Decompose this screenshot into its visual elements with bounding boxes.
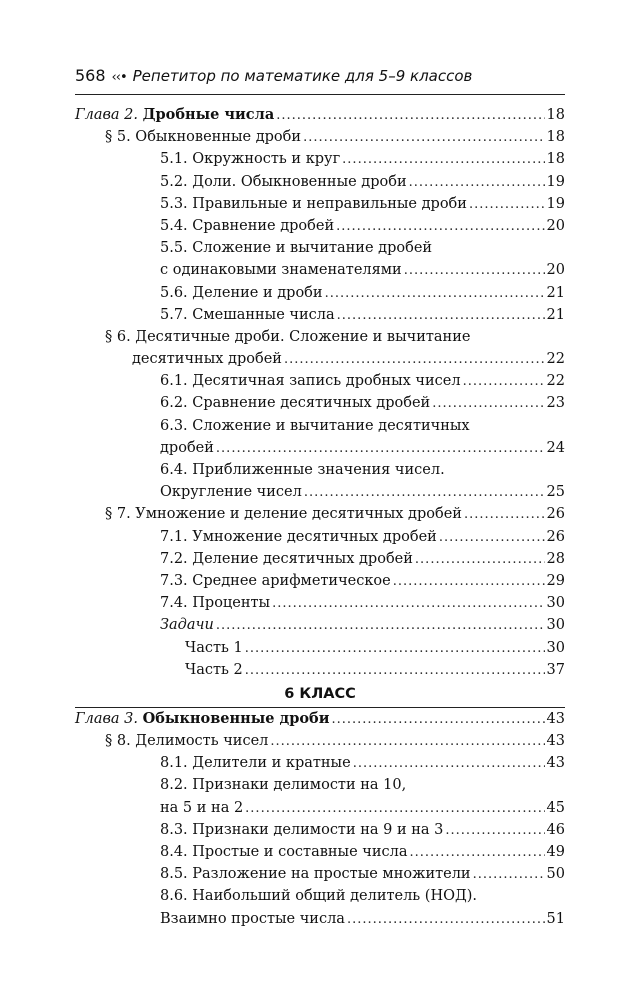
toc-item-8-6-line2[interactable] [75,908,565,930]
toc-item-5-5-line2[interactable] [75,259,565,281]
toc-item-8-5[interactable] [75,863,565,885]
toc-entry-title: 7.1. Умножение десятичных дробей [160,528,437,545]
toc-entry-title: 5.3. Правильные и неправильные дроби [160,195,467,212]
toc-item-8-1[interactable] [75,752,565,774]
toc-entry-page: 43 [546,755,565,772]
toc-entry-title: 7.4. Проценты [160,595,271,612]
toc-entry-page: 51 [546,910,565,927]
toc-item-6-3-line1[interactable] [75,415,565,437]
toc-entry-page: 46 [546,821,565,838]
toc-item-6-1[interactable] [75,370,565,392]
toc-entry-title: 8.4. Простые и составные числа [160,844,408,860]
toc-entry-page: 43 [546,733,565,750]
toc-entry-page: 19 [546,173,565,190]
toc-item-8-3[interactable] [75,819,565,841]
toc-item-5-4[interactable] [75,215,565,237]
toc-item-6-3-line2[interactable] [75,437,565,459]
toc-entry-page: 45 [546,799,565,816]
toc-item-tasks[interactable] [75,614,565,636]
table-of-contents [75,104,565,930]
toc-entry-page: 43 [546,710,565,727]
toc-entry-title: § 8. Делимость чисел [105,733,269,750]
toc-entry-page: 18 [546,107,565,123]
toc-section-6-line2[interactable] [75,348,565,370]
toc-entry-page: 21 [546,306,565,323]
grade-heading: 6 КЛАСС [284,685,356,702]
toc-item-5-5-line1[interactable] [75,237,565,259]
toc-section-6-line1[interactable] [75,326,565,348]
running-header [75,66,565,85]
toc-entry-title: 5.5. Сложение и вычитание дробей [160,240,433,257]
toc-item-7-1[interactable] [75,526,565,548]
header-rule [75,94,565,95]
toc-entry-page: 22 [546,373,565,390]
toc-entry-page: 50 [546,866,565,883]
toc-entry-title: § 6. Десятичные дроби. Сложение и вычитание [105,328,471,345]
toc-entry-page: 20 [546,217,565,234]
toc-entry-title-cont: на 5 и на 2 [160,799,244,816]
toc-entry-title-cont: десятичных дробей [132,351,282,368]
toc-entry-title: 5.2. Доли. Обыкновенные дроби [160,173,407,190]
toc-entry-title: 5.7. Смешанные числа [160,306,335,323]
toc-entry-title: 6.4. Приближенные значения чисел. [160,462,445,478]
toc-entry-page: 30 [546,639,565,656]
toc-entry-title-cont: Округление чисел [160,484,302,501]
toc-item-part-1[interactable] [75,637,565,659]
toc-section-7[interactable] [75,503,565,525]
toc-item-6-2[interactable] [75,392,565,414]
toc-entry-title: Задачи [160,617,214,634]
toc-entry-page: 19 [546,195,565,212]
toc-item-5-3[interactable] [75,193,565,215]
toc-entry-page: 26 [546,528,565,545]
toc-section-8[interactable] [75,730,565,752]
toc-item-5-2[interactable] [75,171,565,193]
toc-item-5-6[interactable] [75,282,565,304]
toc-item-8-2-line1[interactable] [75,774,565,796]
toc-entry-title: 8.2. Признаки делимости на 10, [160,777,407,794]
toc-section-5[interactable] [75,126,565,148]
toc-entry-page: 20 [546,262,565,279]
toc-chapter-3[interactable] [75,708,565,730]
toc-item-8-2-line2[interactable] [75,797,565,819]
toc-item-5-1[interactable] [75,148,565,170]
toc-entry-page: 24 [546,439,565,456]
toc-entry-title: Глава 3. Обыкновенные дроби [75,709,330,727]
toc-entry-page: 37 [546,661,565,678]
toc-entry-page: 26 [546,506,565,523]
toc-entry-page: 25 [546,484,565,501]
toc-entry-title: 6.3. Сложение и вычитание десятичных [160,417,470,434]
toc-entry-title: 6.2. Сравнение десятичных дробей [160,395,431,412]
page-number: 568 [75,66,106,85]
toc-entry-page: 49 [546,844,565,860]
toc-entry-title: 7.2. Деление десятичных дробей [160,550,413,567]
toc-entry-page: 30 [546,595,565,612]
toc-item-7-3[interactable] [75,570,565,592]
toc-entry-title: Часть 2 [185,661,243,678]
toc-entry-title-cont: дробей [160,439,214,456]
toc-entry-page: 28 [546,550,565,567]
toc-entry-title: 8.5. Разложение на простые множители [160,866,471,883]
toc-entry-title: Глава 2. Дробные числа [75,106,275,123]
toc-entry-title: Часть 1 [185,639,243,656]
header-marker: ‹‹• [111,70,127,85]
toc-entry-title: 8.3. Признаки делимости на 9 и на 3 [160,821,444,838]
toc-entry-title: 8.1. Делители и кратные [160,755,351,772]
toc-entry-title: 8.6. Наибольший общий делитель (НОД). [160,888,478,905]
toc-entry-page: 30 [546,617,565,634]
toc-entry-title: § 5. Обыкновенные дроби [105,129,302,146]
toc-item-6-4-line2[interactable] [75,481,565,503]
toc-entry-page: 18 [546,129,565,146]
toc-entry-title: 5.4. Сравнение дробей [160,217,335,234]
toc-entry-page: 23 [546,395,565,412]
toc-entry-page: 22 [546,351,565,368]
toc-item-8-6-line1[interactable] [75,885,565,907]
toc-entry-title: 5.1. Окружность и круг [160,151,341,168]
toc-entry-page: 21 [546,284,565,301]
toc-entry-page: 29 [546,572,565,589]
book-title: Репетитор по математике для 5–9 классов [132,67,473,85]
toc-chapter-2[interactable] [75,104,565,126]
toc-item-part-2[interactable] [75,659,565,681]
toc-item-6-4-line1[interactable] [75,459,565,481]
toc-item-7-4[interactable] [75,592,565,614]
toc-entry-title-cont: с одинаковыми знаменателями [160,262,402,279]
toc-entry-title-cont: Взаимно простые числа [160,910,345,927]
toc-entry-title: 6.1. Десятичная запись дробных чисел [160,373,461,390]
toc-entry-title: 5.6. Деление и дроби [160,284,323,301]
toc-item-7-2[interactable] [75,548,565,570]
toc-item-8-4[interactable] [75,841,565,863]
toc-entry-title: § 7. Умножение и деление десятичных дробей [105,506,462,523]
toc-entry-page: 18 [546,151,565,168]
toc-entry-title: 7.3. Среднее арифметическое [160,572,391,589]
toc-item-5-7[interactable] [75,304,565,326]
